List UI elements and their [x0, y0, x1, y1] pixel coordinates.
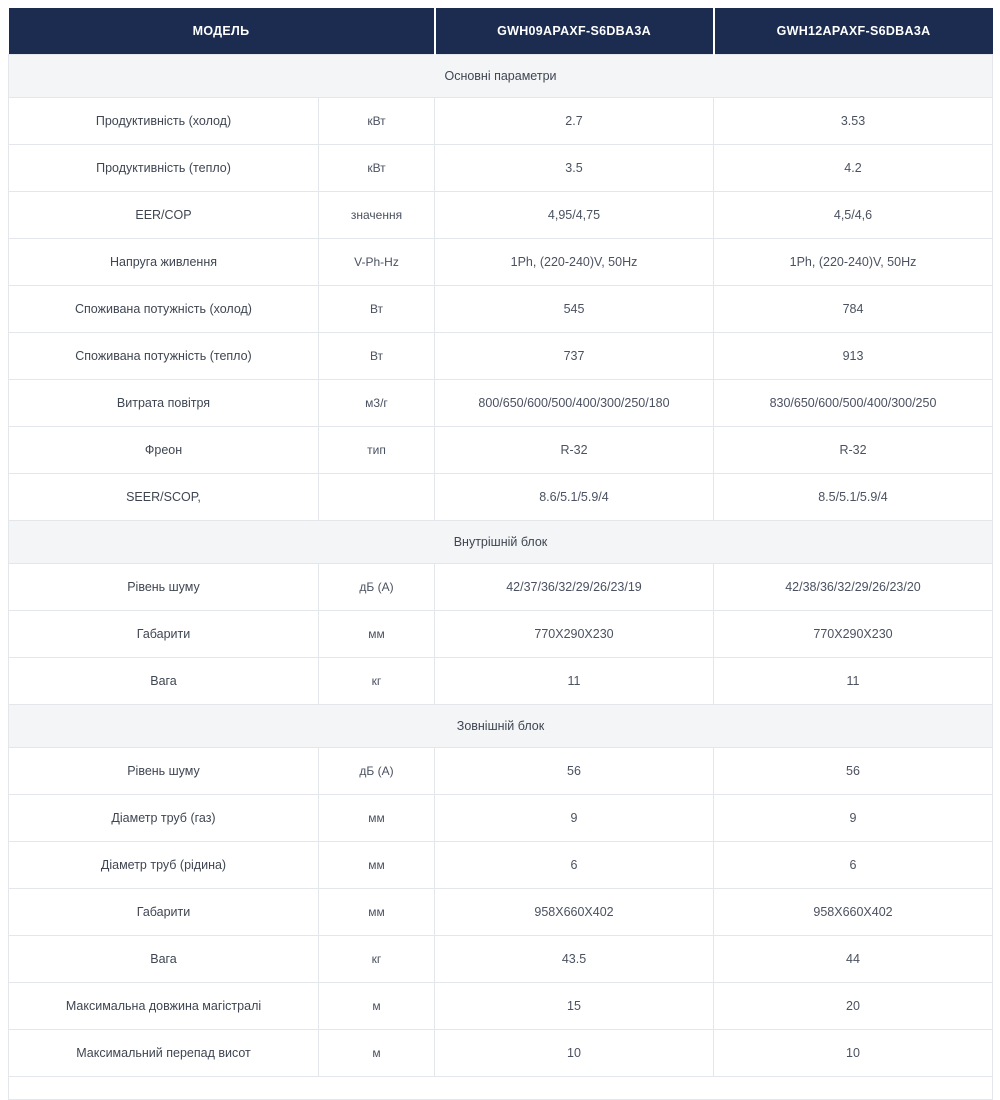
- table-row: [9, 658, 993, 705]
- cell-parameter: Габарити: [9, 611, 319, 658]
- cell-parameter: SEER/SCOP,: [9, 474, 319, 521]
- cell-value-model-1: 2.7: [435, 98, 714, 145]
- table-row: [9, 192, 993, 239]
- cell-parameter: Вага: [9, 658, 319, 705]
- cell-value-model-2: 56: [714, 748, 993, 795]
- cell-parameter: Габарити: [9, 889, 319, 936]
- header-cell-model-1: GWH09APAXF-S6DBA3A: [435, 8, 714, 55]
- cell-unit: мм: [319, 889, 435, 936]
- cell-value-model-2: 4,5/4,6: [714, 192, 993, 239]
- table-section-row: [9, 55, 993, 98]
- cell-value-model-1: 11: [435, 658, 714, 705]
- cell-value-model-2: 958X660X402: [714, 889, 993, 936]
- cell-value-model-2: 11: [714, 658, 993, 705]
- table-row: [9, 983, 993, 1030]
- cell-value-model-2: 4.2: [714, 145, 993, 192]
- table-section-title: Основні параметри: [9, 55, 993, 98]
- table-row: [9, 748, 993, 795]
- cell-unit: мм: [319, 611, 435, 658]
- table-bottom-spacer-row: [9, 1077, 993, 1100]
- cell-value-model-1: 4,95/4,75: [435, 192, 714, 239]
- cell-unit: мм: [319, 795, 435, 842]
- cell-parameter: Споживана потужність (холод): [9, 286, 319, 333]
- table-row: [9, 380, 993, 427]
- cell-unit: значення: [319, 192, 435, 239]
- table-row: [9, 474, 993, 521]
- cell-value-model-1: 737: [435, 333, 714, 380]
- cell-parameter: Рівень шуму: [9, 748, 319, 795]
- table-row: [9, 1030, 993, 1077]
- table-row: [9, 98, 993, 145]
- header-cell-model: МОДЕЛЬ: [9, 8, 435, 55]
- cell-value-model-2: 1Ph, (220-240)V, 50Hz: [714, 239, 993, 286]
- table-section-row: [9, 521, 993, 564]
- cell-unit: [319, 474, 435, 521]
- cell-unit: мм: [319, 842, 435, 889]
- table-row: [9, 936, 993, 983]
- cell-value-model-2: 770X290X230: [714, 611, 993, 658]
- cell-value-model-2: 8.5/5.1/5.9/4: [714, 474, 993, 521]
- table-row: [9, 145, 993, 192]
- cell-value-model-2: R-32: [714, 427, 993, 474]
- table-row: [9, 286, 993, 333]
- cell-value-model-1: 958X660X402: [435, 889, 714, 936]
- cell-parameter: Продуктивність (холод): [9, 98, 319, 145]
- cell-unit: дБ (А): [319, 564, 435, 611]
- cell-value-model-1: 8.6/5.1/5.9/4: [435, 474, 714, 521]
- table-section-title: Зовнішній блок: [9, 705, 993, 748]
- cell-parameter: Продуктивність (тепло): [9, 145, 319, 192]
- table-row: [9, 564, 993, 611]
- table-header: [9, 8, 993, 55]
- table-row: [9, 889, 993, 936]
- cell-value-model-1: R-32: [435, 427, 714, 474]
- cell-unit: кВт: [319, 145, 435, 192]
- table-header-row: [9, 8, 993, 55]
- table-row: [9, 795, 993, 842]
- cell-unit: м3/г: [319, 380, 435, 427]
- cell-parameter: EER/COP: [9, 192, 319, 239]
- cell-value-model-2: 9: [714, 795, 993, 842]
- cell-value-model-2: 784: [714, 286, 993, 333]
- cell-value-model-1: 43.5: [435, 936, 714, 983]
- table-section-title: Внутрішній блок: [9, 521, 993, 564]
- table-section-row: [9, 705, 993, 748]
- cell-parameter: Діаметр труб (рідина): [9, 842, 319, 889]
- cell-value-model-1: 15: [435, 983, 714, 1030]
- cell-value-model-2: 10: [714, 1030, 993, 1077]
- cell-unit: Вт: [319, 286, 435, 333]
- specifications-table: [8, 8, 993, 1100]
- cell-value-model-1: 3.5: [435, 145, 714, 192]
- cell-value-model-2: 20: [714, 983, 993, 1030]
- cell-unit: м: [319, 1030, 435, 1077]
- cell-parameter: Максимальна довжина магістралі: [9, 983, 319, 1030]
- cell-unit: кВт: [319, 98, 435, 145]
- table-row: [9, 333, 993, 380]
- cell-value-model-2: 6: [714, 842, 993, 889]
- table-row: [9, 611, 993, 658]
- cell-value-model-1: 10: [435, 1030, 714, 1077]
- cell-value-model-2: 3.53: [714, 98, 993, 145]
- cell-parameter: Вага: [9, 936, 319, 983]
- cell-parameter: Діаметр труб (газ): [9, 795, 319, 842]
- cell-value-model-2: 42/38/36/32/29/26/23/20: [714, 564, 993, 611]
- header-cell-model-2: GWH12APAXF-S6DBA3A: [714, 8, 993, 55]
- cell-unit: кг: [319, 658, 435, 705]
- cell-unit: Вт: [319, 333, 435, 380]
- cell-value-model-1: 56: [435, 748, 714, 795]
- cell-value-model-2: 44: [714, 936, 993, 983]
- cell-parameter: Витрата повітря: [9, 380, 319, 427]
- table-row: [9, 427, 993, 474]
- cell-unit: кг: [319, 936, 435, 983]
- cell-value-model-1: 545: [435, 286, 714, 333]
- cell-unit: м: [319, 983, 435, 1030]
- table-body: [9, 55, 993, 1100]
- cell-unit: дБ (А): [319, 748, 435, 795]
- cell-value-model-2: 830/650/600/500/400/300/250: [714, 380, 993, 427]
- table-row: [9, 239, 993, 286]
- table-bottom-spacer-cell: [9, 1077, 993, 1100]
- cell-parameter: Фреон: [9, 427, 319, 474]
- cell-unit: V-Ph-Hz: [319, 239, 435, 286]
- cell-value-model-1: 6: [435, 842, 714, 889]
- cell-value-model-1: 770X290X230: [435, 611, 714, 658]
- cell-value-model-2: 913: [714, 333, 993, 380]
- cell-value-model-1: 1Ph, (220-240)V, 50Hz: [435, 239, 714, 286]
- cell-parameter: Споживана потужність (тепло): [9, 333, 319, 380]
- cell-parameter: Напруга живлення: [9, 239, 319, 286]
- cell-parameter: Рівень шуму: [9, 564, 319, 611]
- cell-value-model-1: 9: [435, 795, 714, 842]
- table-row: [9, 842, 993, 889]
- cell-unit: тип: [319, 427, 435, 474]
- cell-value-model-1: 42/37/36/32/29/26/23/19: [435, 564, 714, 611]
- cell-value-model-1: 800/650/600/500/400/300/250/180: [435, 380, 714, 427]
- cell-parameter: Максимальний перепад висот: [9, 1030, 319, 1077]
